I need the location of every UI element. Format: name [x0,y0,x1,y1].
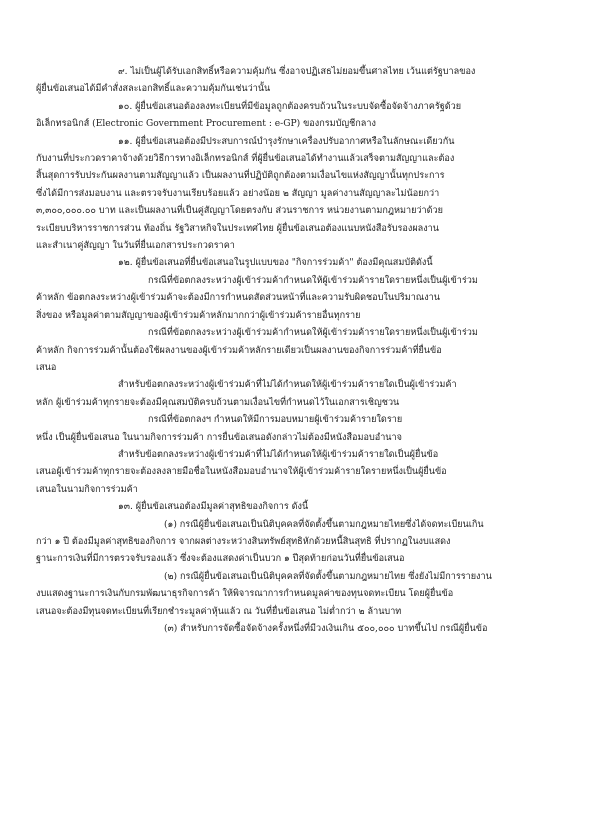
text-line: กับงานที่ประกวดราคาจ้างด้วยวิธีการทางอิเล็กทรอนิกส์ ที่ผู้ยื่นข้อเสนอได้ทำงานแล้วเสร็จตามสัญญาและต้อง [36,154,455,165]
text-line: เสนอจะต้องมีทุนจดทะเบียนที่เรียกชำระมูลค่าหุ้นแล้ว ณ วันที่ยื่นข้อเสนอ ไม่ต่ำกว่า ๒ ล้านบาท [36,606,402,617]
text-line: ระเบียบบริหารราชการส่วน ท้องถิ่น รัฐวิสาหกิจในประเทศไทย ผู้ยื่นข้อเสนอต้องแนบหนังสือรับรองผลงาน [36,223,439,234]
text-line: งบแสดงฐานะการเงินกับกรมพัฒนาธุรกิจการค้า ให้พิจารณาการกำหนดมูลค่าของทุนจดทะเบียน โดยผู้ยื่นข้อ [36,589,454,600]
text-line: สิ้นสุดการรับประกันผลงานตามสัญญาแล้ว เป็นผลงานที่ปฏิบัติถูกต้องตามเงื่อนไขแห่งสัญญานั้นทุกประการ [36,171,445,182]
text-line: ฐานะการเงินที่มีการตรวจรับรองแล้ว ซึ่งจะต้องแสดงค่าเป็นบวก ๑ ปีสุดท้ายก่อนวันที่ยื่นข้อเสนอ [36,554,405,565]
text-line: ๑๒. ผู้ยื่นข้อเสนอที่ยื่นข้อเสนอในรูปแบบของ "กิจการร่วมค้า" ต้องมีคุณสมบัติดังนี้ [118,258,433,269]
text-line: (๒) กรณีผู้ยื่นข้อเสนอเป็นนิติบุคคลที่จัดตั้งขึ้นตามกฎหมายไทย ซึ่งยังไม่มีการรายงาน [164,571,492,582]
text-line: ค้าหลัก กิจการร่วมค้านั้นต้องใช้ผลงานของผู้เข้าร่วมค้าหลักรายเดียวเป็นผลงานของกิจการร่วมค้าที่ยื่นข้อ [36,345,442,356]
text-line: ๙. ไม่เป็นผู้ได้รับเอกสิทธิ์หรือความคุ้มกัน ซึ่งอาจปฏิเสธไม่ยอมขึ้นศาลไทย เว้นแต่รัฐบาลของ [118,67,476,77]
text-line: ค้าหลัก ข้อตกลงระหว่างผู้เข้าร่วมค้าจะต้องมีการกำหนดสัดส่วนหน้าที่และความรับผิดชอบในปริมาณงาน [36,293,441,304]
text-line: หลัก ผู้เข้าร่วมค้าทุกรายจะต้องมีคุณสมบัติครบถ้วนตามเงื่อนไขที่กำหนดไว้ในเอกสารเชิญชวน [36,397,400,408]
text-line: หนึ่ง เป็นผู้ยื่นข้อเสนอ ในนามกิจการร่วมค้า การยื่นข้อเสนอดังกล่าวไม่ต้องมีหนังสือมอบอำนาจ [36,432,402,443]
text-line: (๓) สำหรับการจัดซื้อจัดจ้างครั้งหนึ่งที่มีวงเงินเกิน ๕๐๐,๐๐๐ บาทขึ้นไป กรณีผู้ยื่นข้อ [164,624,488,634]
text-line: อิเล็กทรอนิกส์ (Electronic Government Procurement : e-GP) ของกรมบัญชีกลาง [36,119,376,130]
text-line: กรณีที่ข้อตกลงระหว่างผู้เข้าร่วมค้ากำหนดให้ผู้เข้าร่วมค้ารายใดรายหนึ่งเป็นผู้เข้าร่วม [148,275,478,286]
text-line: และสำเนาคู่สัญญา ในวันที่ยื่นเอกสารประกวดราคา [36,241,235,252]
text-line: ซึ่งได้มีการส่งมอบงาน และตรวจรับงานเรียบร้อยแล้ว อย่างน้อย ๒ สัญญา มูลค่างานสัญญาละไม่น้อยกว่า [36,188,440,199]
text-line: สำหรับข้อตกลงระหว่างผู้เข้าร่วมค้าที่ไม่ได้กำหนดให้ผู้เข้าร่วมค้ารายใดเป็นผู้ยื่นข้อ [118,449,439,460]
text-line: เสนอผู้เข้าร่วมค้าทุกรายจะต้องลงลายมือชื่อในหนังสือมอบอำนาจให้ผู้เข้าร่วมค้ารายใดรายหนึ่งเป็นผู้ยื่นข้อ [36,467,447,478]
text-line: ๓,๓๐๐,๐๐๐.๐๐ บาท และเป็นผลงานที่เป็นคู่สัญญาโดยตรงกับ ส่วนราชการ หน่วยงานตามกฎหมายว่าด้วย [36,206,443,217]
text-line: เสนอ [36,362,57,373]
text-line: ๑๓. ผู้ยื่นข้อเสนอต้องมีมูลค่าสุทธิของกิจการ ดังนี้ [118,502,309,513]
text-line: สิ่งของ หรือมูลค่าตามสัญญาของผู้เข้าร่วมค้าหลักมากกว่าผู้เข้าร่วมค้ารายอื่นทุกราย [36,310,361,321]
document-body [36,64,555,638]
text-line: ๑๐. ผู้ยื่นข้อเสนอต้องลงทะเบียนที่มีข้อมูลถูกต้องครบถ้วนในระบบจัดซื้อจัดจ้างภาครัฐด้วย [118,101,462,112]
text-line: กว่า ๑ ปี ต้องมีมูลค่าสุทธิของกิจการ จากผลต่างระหว่างสินทรัพย์สุทธิหักด้วยหนี้สินสุทธิ ที่ปรากฏในงบแสดง [36,536,451,547]
text-line: เสนอในนามกิจการร่วมค้า [36,484,138,495]
text-line: ๑๑. ผู้ยื่นข้อเสนอต้องมีประสบการณ์บำรุงรักษาเครื่องปรับอากาศหรือในลักษณะเดียวกัน [118,136,455,147]
text-line: สำหรับข้อตกลงระหว่างผู้เข้าร่วมค้าที่ไม่ได้กำหนดให้ผู้เข้าร่วมค้ารายใดเป็นผู้เข้าร่วมค้า [118,380,457,391]
text-line: ผู้ยื่นข้อเสนอได้มีคำสั่งสละเอกสิทธิ์และความคุ้มกันเช่นว่านั้น [36,84,271,95]
text-line: กรณีที่ข้อตกลงระหว่างผู้เข้าร่วมค้ากำหนดให้ผู้เข้าร่วมค้ารายใดรายหนึ่งเป็นผู้เข้าร่วม [148,328,478,339]
text-line: (๑) กรณีผู้ยื่นข้อเสนอเป็นนิติบุคคลที่จัดตั้งขึ้นตามกฎหมายไทยซึ่งได้จดทะเบียนเกิน [164,519,484,530]
text-line: กรณีที่ข้อตกลงฯ กำหนดให้มีการมอบหมายผู้เข้าร่วมค้ารายใดราย [148,415,403,426]
